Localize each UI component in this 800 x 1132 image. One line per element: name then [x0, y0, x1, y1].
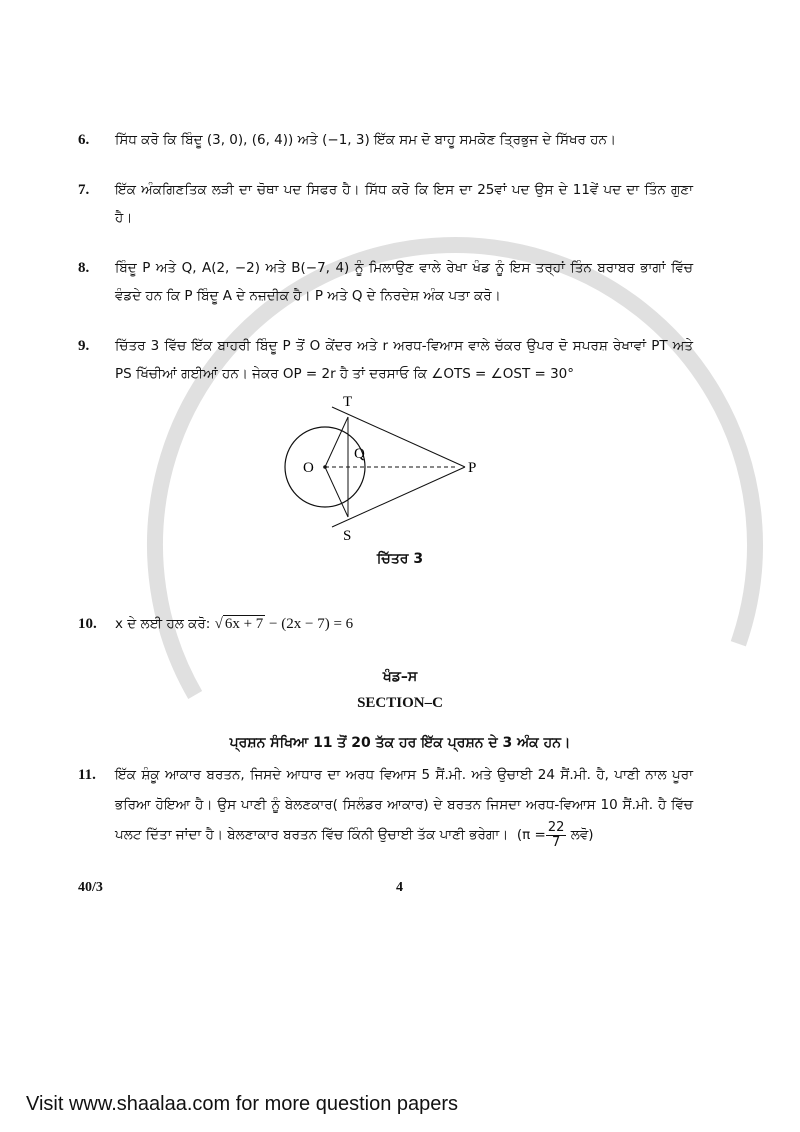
- question-text: [115, 760, 693, 850]
- figure-3-diagram: [0, 392, 800, 542]
- paper-code: 40/3: [78, 880, 103, 895]
- question-10: [78, 610, 693, 638]
- q11-text: ਇੱਕ ਸ਼ੰਕੂ ਆਕਾਰ ਬਰਤਨ, ਜਿਸਦੇ ਆਧਾਰ ਦਾ ਅਰਧ ਵਿਆਸ 5 ਸੈਂ.ਮੀ. ਅਤੇ ਉਚਾਈ 24 ਸੈਂ.ਮੀ. ਹੈ, ਪਾਣੀ ਨਾਲ ਪੂਰਾ ਭਰਿਆ ਹੋਇਆ ਹੈ। ਉਸ ਪਾਣੀ ਨੂੰ ਬੇਲਣਕਾਰ( ਸਿਲੰਡਰ ਆਕਾਰ) ਦੇ ਬਰਤਨ ਜਿਸਦਾ ਅਰਧ-ਵਿਆਸ 10 ਸੈਂ.ਮੀ. ਹੈ ਵਿੱਚ ਪਲਟ ਦਿੱਤਾ ਜਾਂਦਾ ਹੈ। ਬੇਲਣਾਕਾਰ ਬਰਤਨ ਵਿੱਚ ਕਿੰਨੀ ਉਚਾਈ ਤੱਕ ਪਾਣੀ ਭਰੇਗਾ।: [115, 767, 693, 843]
- footer-banner: Visit www.shaalaa.com for more question papers: [26, 1093, 459, 1115]
- question-number: 11.: [78, 767, 96, 783]
- question-number: 7.: [78, 182, 90, 198]
- pi-suffix: ਲਵੋ): [570, 827, 594, 843]
- question-8: [78, 254, 693, 310]
- question-text: x ਦੇ ਲਈ ਹਲ ਕਰੋ: √ 6x + 7 − (2x − 7) = 6: [115, 616, 354, 632]
- question-number: 8.: [78, 260, 90, 276]
- question-text: ਇੱਕ ਅੰਕਗਿਣਤਿਕ ਲੜੀ ਦਾ ਚੋਥਾ ਪਦ ਸਿਫਰ ਹੈ। ਸਿੱਧ ਕਰੋ ਕਿ ਇਸ ਦਾ 25ਵਾਂ ਪਦ ਉਸ ਦੇ 11ਵੇਂ ਪਦ ਦਾ ਤਿੰਨ ਗੁਣਾ ਹੈ।: [115, 182, 693, 226]
- section-heading-punjabi: ਖੰਡ–ਸ: [382, 669, 418, 685]
- q10-radicand: 6x + 7: [224, 616, 264, 632]
- question-6: [78, 126, 693, 154]
- figure-caption: ਚਿੱਤਰ 3: [376, 551, 424, 567]
- question-number: 10.: [78, 616, 97, 632]
- footer: [78, 880, 693, 904]
- pi-fraction: [546, 821, 567, 850]
- question-9: [78, 332, 693, 388]
- q10-rest: − (2x − 7) = 6: [269, 616, 354, 632]
- label-q: Q: [354, 446, 365, 462]
- label-p: P: [468, 460, 477, 476]
- question-number: 6.: [78, 132, 90, 148]
- question-text: ਸਿੱਧ ਕਰੋ ਕਿ ਬਿੰਦੂ (3, 0), (6, 4)) ਅਤੇ (−1, 3) ਇੱਕ ਸਮ ਦੋ ਬਾਹੂ ਸਮਕੋਣ ਤ੍ਰਿਭੁਜ ਦੇ ਸਿੱਖਰ ਹਨ।: [115, 132, 617, 148]
- section-heading-english: SECTION–C: [357, 695, 443, 711]
- label-o: O: [303, 460, 314, 476]
- label-s: S: [343, 528, 352, 542]
- label-t: T: [343, 394, 353, 410]
- question-11: [78, 760, 693, 850]
- q10-prefix: x ਦੇ ਲਈ ਹਲ ਕਰੋ:: [115, 616, 211, 632]
- question-text: ਚਿੱਤਰ 3 ਵਿੱਚ ਇੱਕ ਬਾਹਰੀ ਬਿੰਦੂ P ਤੋਂ O ਕੇਂਦਰ ਅਤੇ r ਅਰਧ-ਵਿਆਸ ਵਾਲੇ ਚੱਕਰ ਉਪਰ ਦੋ ਸਪਰਸ਼ ਰੇਖਾਵਾਂ PT ਅਤੇ PS ਖਿੱਚੀਆਂ ਗਈਆਂ ਹਨ। ਜੇਕਰ OP = 2r ਹੈ ਤਾਂ ਦਰਸਾਓ ਕਿ ∠OTS = ∠OST = 30°: [115, 338, 693, 382]
- question-text: ਬਿੰਦੂ P ਅਤੇ Q, A(2, −2) ਅਤੇ B(−7, 4) ਨੂੰ ਮਿਲਾਉਣ ਵਾਲੇ ਰੇਖਾ ਖੰਡ ਨੂੰ ਇਸ ਤਰ੍ਹਾਂ ਤਿੰਨ ਬਰਾਬਰ ਭਾਗਾਂ ਵਿੱਚ ਵੰਡਦੇ ਹਨ ਕਿ P ਬਿੰਦੂ A ਦੇ ਨਜ਼ਦੀਕ ਹੈ। P ਅਤੇ Q ਦੇ ਨਿਰਦੇਸ਼ ਅੰਕ ਪਤਾ ਕਰੋ।: [115, 260, 693, 304]
- question-number: 9.: [78, 338, 90, 354]
- page-number: 4: [396, 880, 403, 895]
- denominator: 7: [552, 834, 561, 850]
- section-instruction: ਪ੍ਰਸ਼ਨ ਸੰਖਿਆ 11 ਤੋਂ 20 ਤੱਕ ਹਰ ਇੱਕ ਪ੍ਰਸ਼ਨ ਦੇ 3 ਅੰਕ ਹਨ।: [229, 735, 571, 751]
- question-7: [78, 176, 693, 232]
- numerator: 22: [547, 819, 565, 835]
- pi-prefix: (π =: [516, 827, 546, 843]
